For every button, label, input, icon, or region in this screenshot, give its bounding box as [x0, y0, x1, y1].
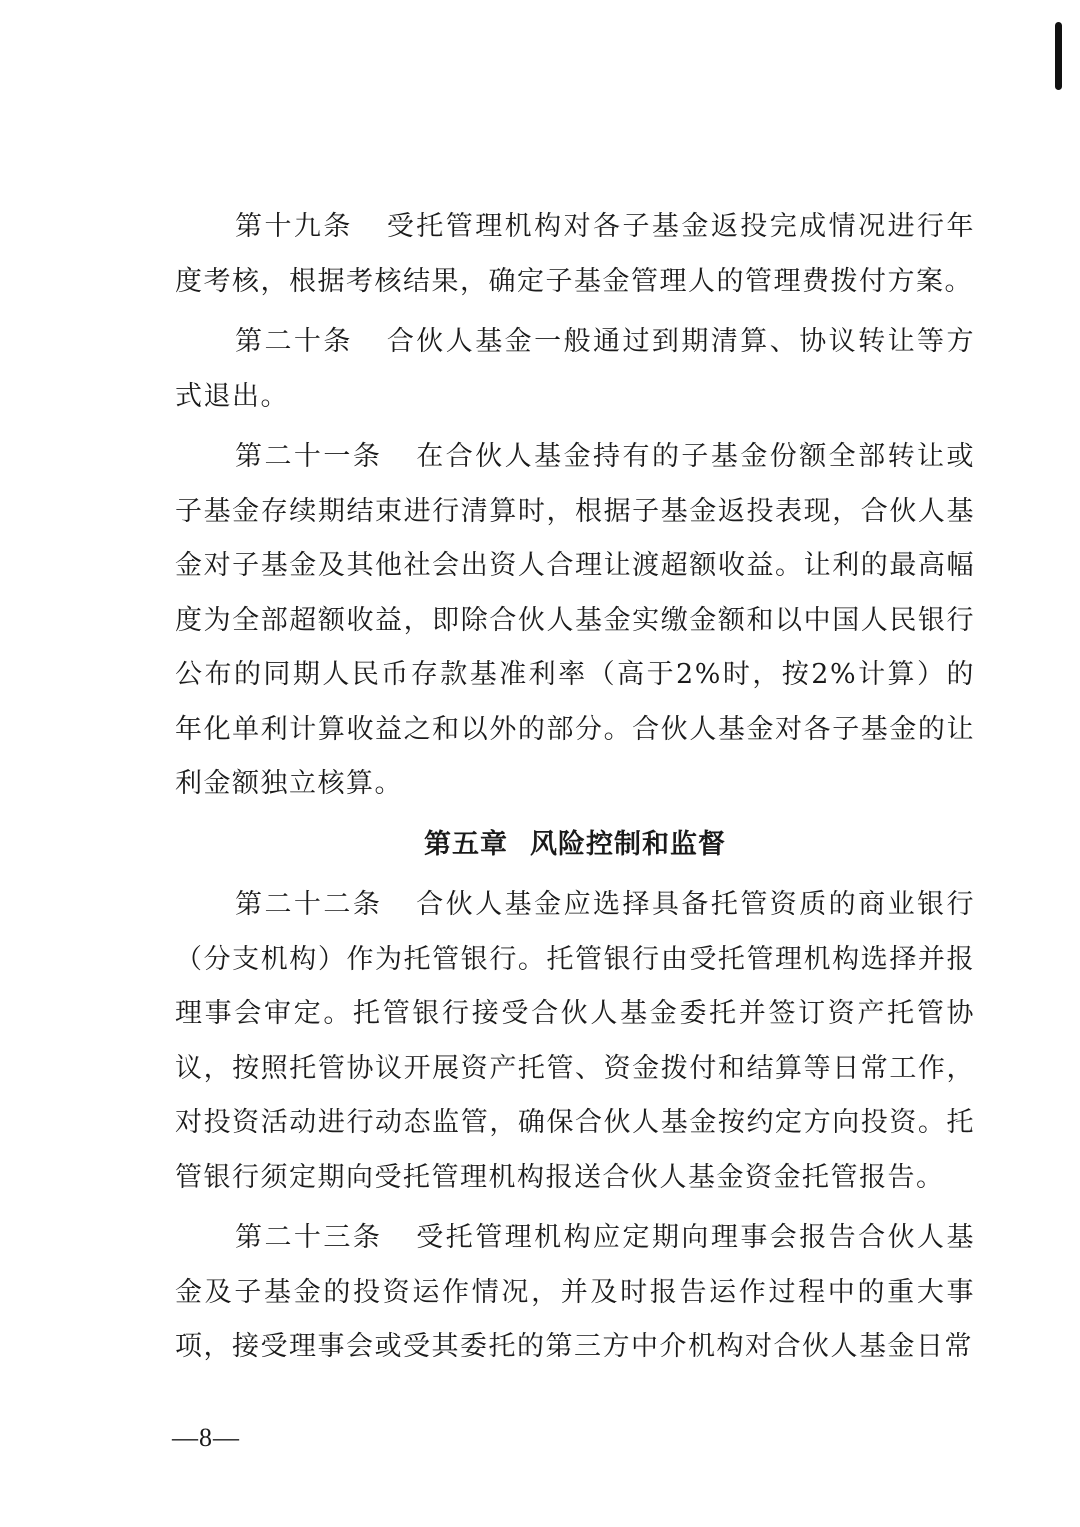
article-22	[175, 878, 975, 1205]
article-number: 第十九条	[235, 211, 353, 242]
chapter-number: 第五章	[424, 828, 508, 860]
page-number: —8—	[172, 1423, 240, 1452]
article-19	[175, 200, 975, 309]
article-21	[175, 430, 975, 812]
article-number: 第二十三条	[235, 1222, 383, 1253]
article-text: 受托管理机构对各子基金返投完成情况进行年度考核，根据考核结果，确定子基金管理人的管理费拨付方案。	[175, 211, 976, 297]
chapter-title: 风险控制和监督	[530, 828, 726, 860]
article-text: 合伙人基金一般通过到期清算、协议转让等方式退出。	[175, 326, 976, 412]
article-number: 第二十二条	[235, 889, 383, 920]
chapter-heading	[175, 818, 975, 873]
document-body	[175, 200, 975, 1381]
article-text: 在合伙人基金持有的子基金份额全部转让或子基金存续期结束进行清算时，根据子基金返投表现，合伙人基金对子基金及其他社会出资人合理让渡超额收益。让利的最高幅度为全部超额收益，即除合伙人基金实缴金额和以中国人民银行公布的同期人民币存款基准利率（高于2%时，按2%计算）的年化单利计算收益之和以外的部分。合伙人基金对各子基金的让利金额独立核算。	[175, 441, 976, 799]
article-number: 第二十条	[235, 326, 353, 357]
article-23	[175, 1211, 975, 1375]
article-20	[175, 315, 975, 424]
scan-edge-mark	[1055, 22, 1062, 90]
article-number: 第二十一条	[235, 441, 383, 472]
article-text: 合伙人基金应选择具备托管资质的商业银行（分支机构）作为托管银行。托管银行由受托管理机构选择并报理事会审定。托管银行接受合伙人基金委托并签订资产托管协议，按照托管协议开展资产托管、资金拨付和结算等日常工作，对投资活动进行动态监管，确保合伙人基金按约定方向投资。托管银行须定期向受托管理机构报送合伙人基金资金托管报告。	[175, 889, 976, 1193]
article-text: 受托管理机构应定期向理事会报告合伙人基金及子基金的投资运作情况，并及时报告运作过程中的重大事项，接受理事会或受其委托的第三方中介机构对合伙人基金日常	[175, 1222, 976, 1362]
